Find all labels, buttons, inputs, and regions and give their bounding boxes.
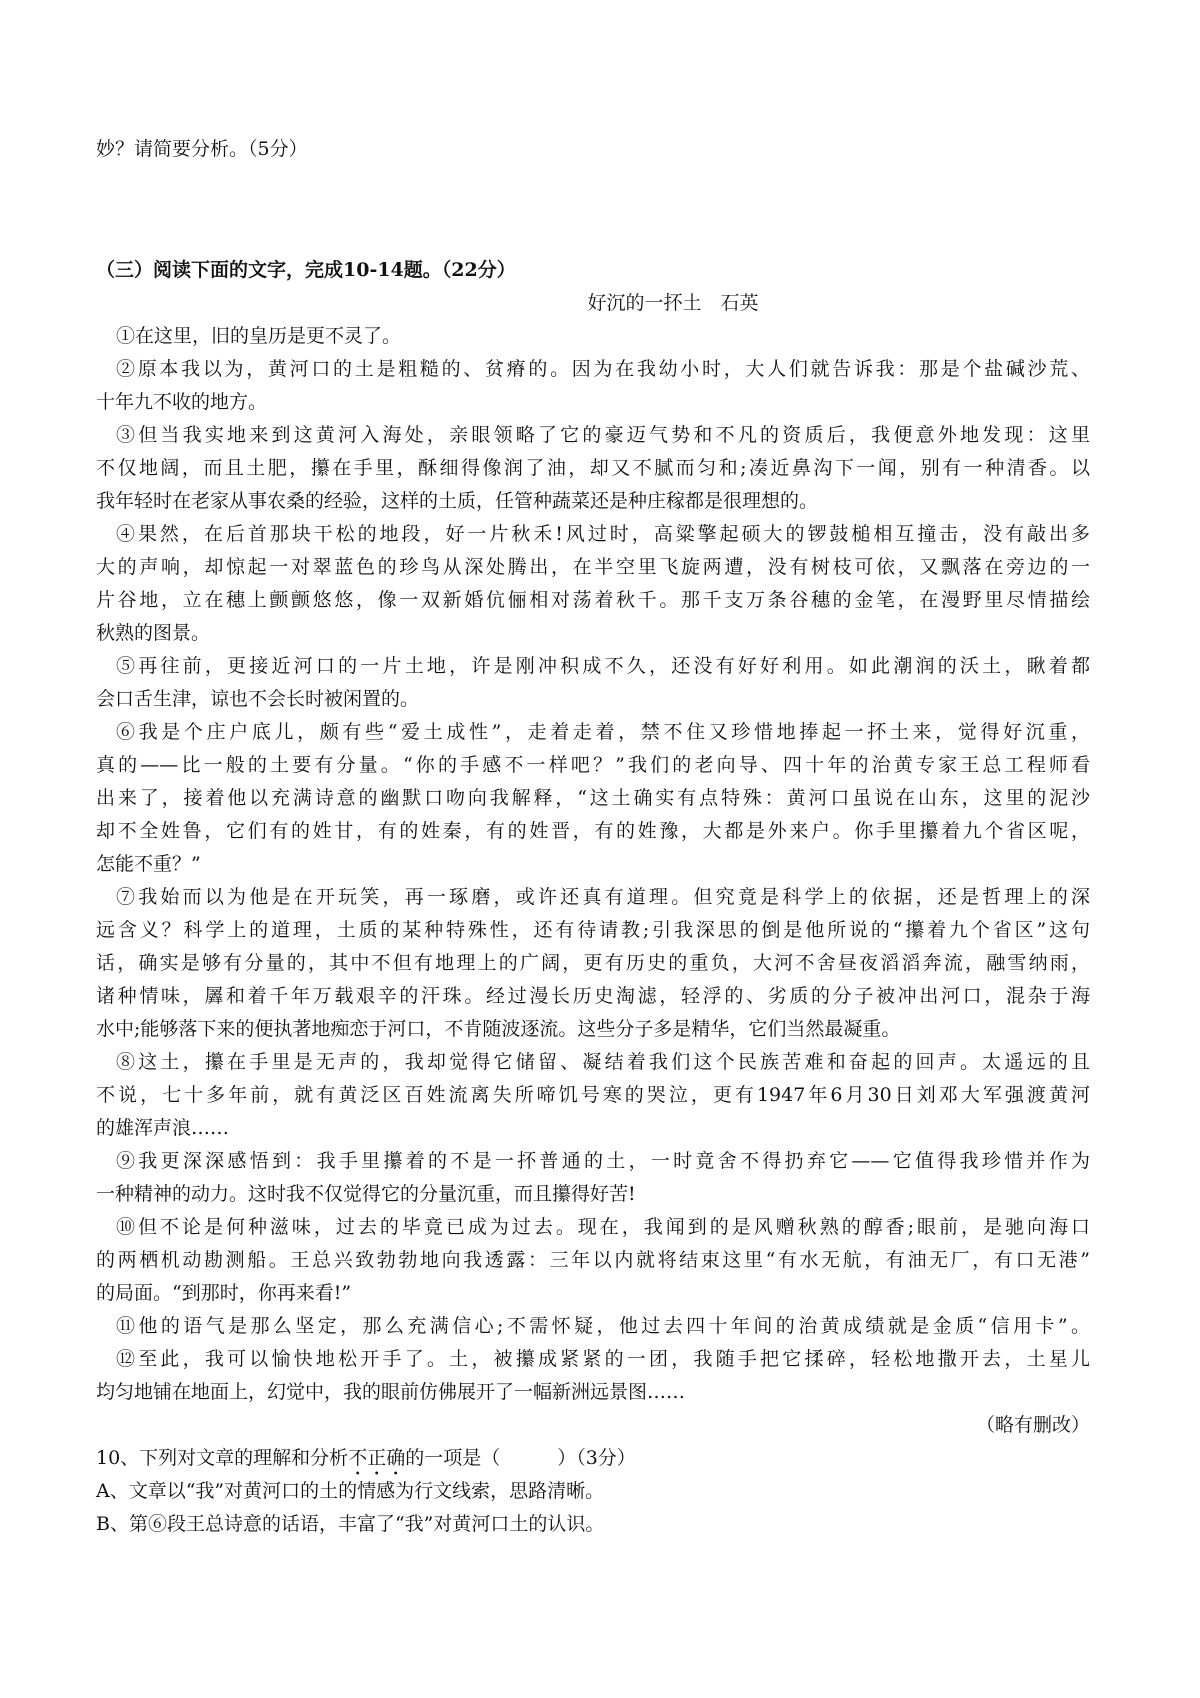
option-b: B、第⑥段王总诗意的话语，丰富了“我”对黄河口土的认识。 (96, 1513, 605, 1535)
article-line: 不仅地阔，而且土肥，攥在手里，酥细得像润了油，却又不腻而匀和;凑近鼻沟下一闻，别有一种清香。以 (96, 457, 1090, 479)
article-line: 的两栖机动勘测船。王总兴致勃勃地向我透露：三年以内就将结束这里“有水无航，有油无厂，有口无港” (96, 1249, 1090, 1271)
article-line: 秋熟的图景。 (96, 622, 211, 644)
article-line: 诸种情味，羼和着千年万载艰辛的汗珠。经过漫长历史淘滤，轻浮的、劣质的分子被冲出河口，混杂于海 (96, 985, 1090, 1007)
article-line: 远含义？科学上的道理，土质的某种特殊性，还有待请教;引我深思的倒是他所说的“攥着九个省区”这句 (96, 919, 1090, 941)
article-line: ④果然，在后首那块干松的地段，好一片秋禾!风过时，高粱擎起硕大的锣鼓槌相互撞击，没有敲出多 (116, 523, 1090, 545)
article-line: ①在这里，旧的皇历是更不灵了。 (116, 325, 402, 347)
article-line: ⑧这土，攥在手里是无声的，我却觉得它储留、凝结着我们这个民族苦难和奋起的回声。太遥远的且 (116, 1051, 1090, 1073)
article-line: 均匀地铺在地面上，幻觉中，我的眼前仿佛展开了一幅新洲远景图…… (96, 1381, 686, 1403)
article-line: ⑥我是个庄户底儿，颇有些“爱土成性”，走着走着，禁不住又珍惜地捧起一抔土来，觉得好沉重， (116, 721, 1090, 743)
article-line: 一种精神的动力。这时我不仅觉得它的分量沉重，而且攥得好苦! (96, 1183, 636, 1205)
article-line: ⑤再往前，更接近河口的一片土地，许是刚冲积成不久，还没有好好利用。如此潮润的沃土，瞅着都 (116, 655, 1090, 677)
question-10-prefix: 10、下列对文章的理解和分析 (96, 1447, 349, 1469)
article-line: 水中;能够落下来的便执著地痴恋于河口，不肯随波逐流。这些分子多是精华，它们当然最凝重。 (96, 1018, 901, 1040)
article-line: ③但当我实地来到这黄河入海处，亲眼领略了它的豪迈气势和不凡的资质后，我便意外地发现：这里 (116, 424, 1090, 446)
article-line: 片谷地，立在穗上颤颤悠悠，像一双新婚伉俪相对荡着秋千。那千支万条谷穗的金笔，在漫野里尽情描绘 (96, 589, 1090, 611)
article-line: 大的声响，却惊起一对翠蓝色的珍鸟从深处腾出，在半空里飞旋两遭，没有树枝可依，又飘落在旁边的一 (96, 556, 1090, 578)
article-line: 会口舌生津，谅也不会长时被闲置的。 (96, 688, 420, 710)
document-page (96, 133, 1090, 1541)
article-line: 真的——比一般的土要有分量。“你的手感不一样吧？”我们的老向导、四十年的治黄专家王总工程师看 (96, 754, 1090, 776)
article-body (96, 320, 1090, 1409)
article-line: 的局面。“到那时，你再来看!” (96, 1282, 352, 1304)
article-line: 话，确实是够有分量的，其中不但有地理上的广阔，更有历史的重负，大河不舍昼夜滔滔奔流，融雪纳雨， (96, 952, 1090, 974)
answer-space (96, 166, 1090, 254)
article-line: 我年轻时在老家从事农桑的经验，这样的土质，任管种蔬菜还是种庄稼都是很理想的。 (96, 490, 819, 512)
article-title: 好沉的一抔土 石英 (587, 292, 759, 314)
question-10-emphasis: 不正确 (348, 1447, 406, 1469)
question-10-stem (96, 1442, 1090, 1475)
section-heading: （三）阅读下面的文字，完成10-14题。（22分） (96, 259, 516, 281)
article-line: 出来了，接着他以充满诗意的幽默口吻向我解释，“这土确实有点特殊：黄河口虽说在山东，这里的泥沙 (96, 787, 1090, 809)
article-line: ⑪他的语气是那么坚定，那么充满信心;不需怀疑，他过去四十年间的治黄成绩就是金质“信用卡”。 (116, 1315, 1090, 1337)
article-line: ②原本我以为，黄河口的土是粗糙的、贫瘠的。因为在我幼小时，大人们就告诉我：那是个盐碱沙荒、 (116, 358, 1090, 380)
option-a: A、文章以“我”对黄河口的土的情感为行文线索，思路清晰。 (96, 1480, 605, 1502)
source-note: （略有删改） (975, 1414, 1090, 1436)
article-line: ⑦我始而以为他是在开玩笑，再一琢磨，或许还真有道理。但究竟是科学上的依据，还是哲理上的深 (116, 886, 1090, 908)
article-line: 怎能不重？” (96, 853, 201, 875)
question-10-suffix: 的一项是（ ）（3分） (405, 1447, 636, 1469)
article-line: 却不全姓鲁，它们有的姓甘，有的姓秦，有的姓晋，有的姓豫，大都是外来户。你手里攥着九个省区呢， (96, 820, 1090, 842)
previous-question-tail: 妙？请简要分析。（5分） (96, 138, 308, 160)
article-line: ⑨我更深深感悟到：我手里攥着的不是一抔普通的土，一时竟舍不得扔弃它——它值得我珍惜并作为 (116, 1150, 1090, 1172)
article-line: 不说，七十多年前，就有黄泛区百姓流离失所啼饥号寒的哭泣，更有1947年6月30日刘邓大军强渡黄河 (96, 1084, 1090, 1106)
article-line: ⑩但不论是何种滋味，过去的毕竟已成为过去。现在，我闻到的是风赠秋熟的醇香;眼前，是驰向海口 (116, 1216, 1090, 1238)
article-line: 的雄浑声浪…… (96, 1117, 230, 1139)
article-line: 十年九不收的地方。 (96, 391, 268, 413)
article-line: ⑫至此，我可以愉快地松开手了。土，被攥成紧紧的一团，我随手把它揉碎，轻松地撒开去，土星儿 (116, 1348, 1090, 1370)
